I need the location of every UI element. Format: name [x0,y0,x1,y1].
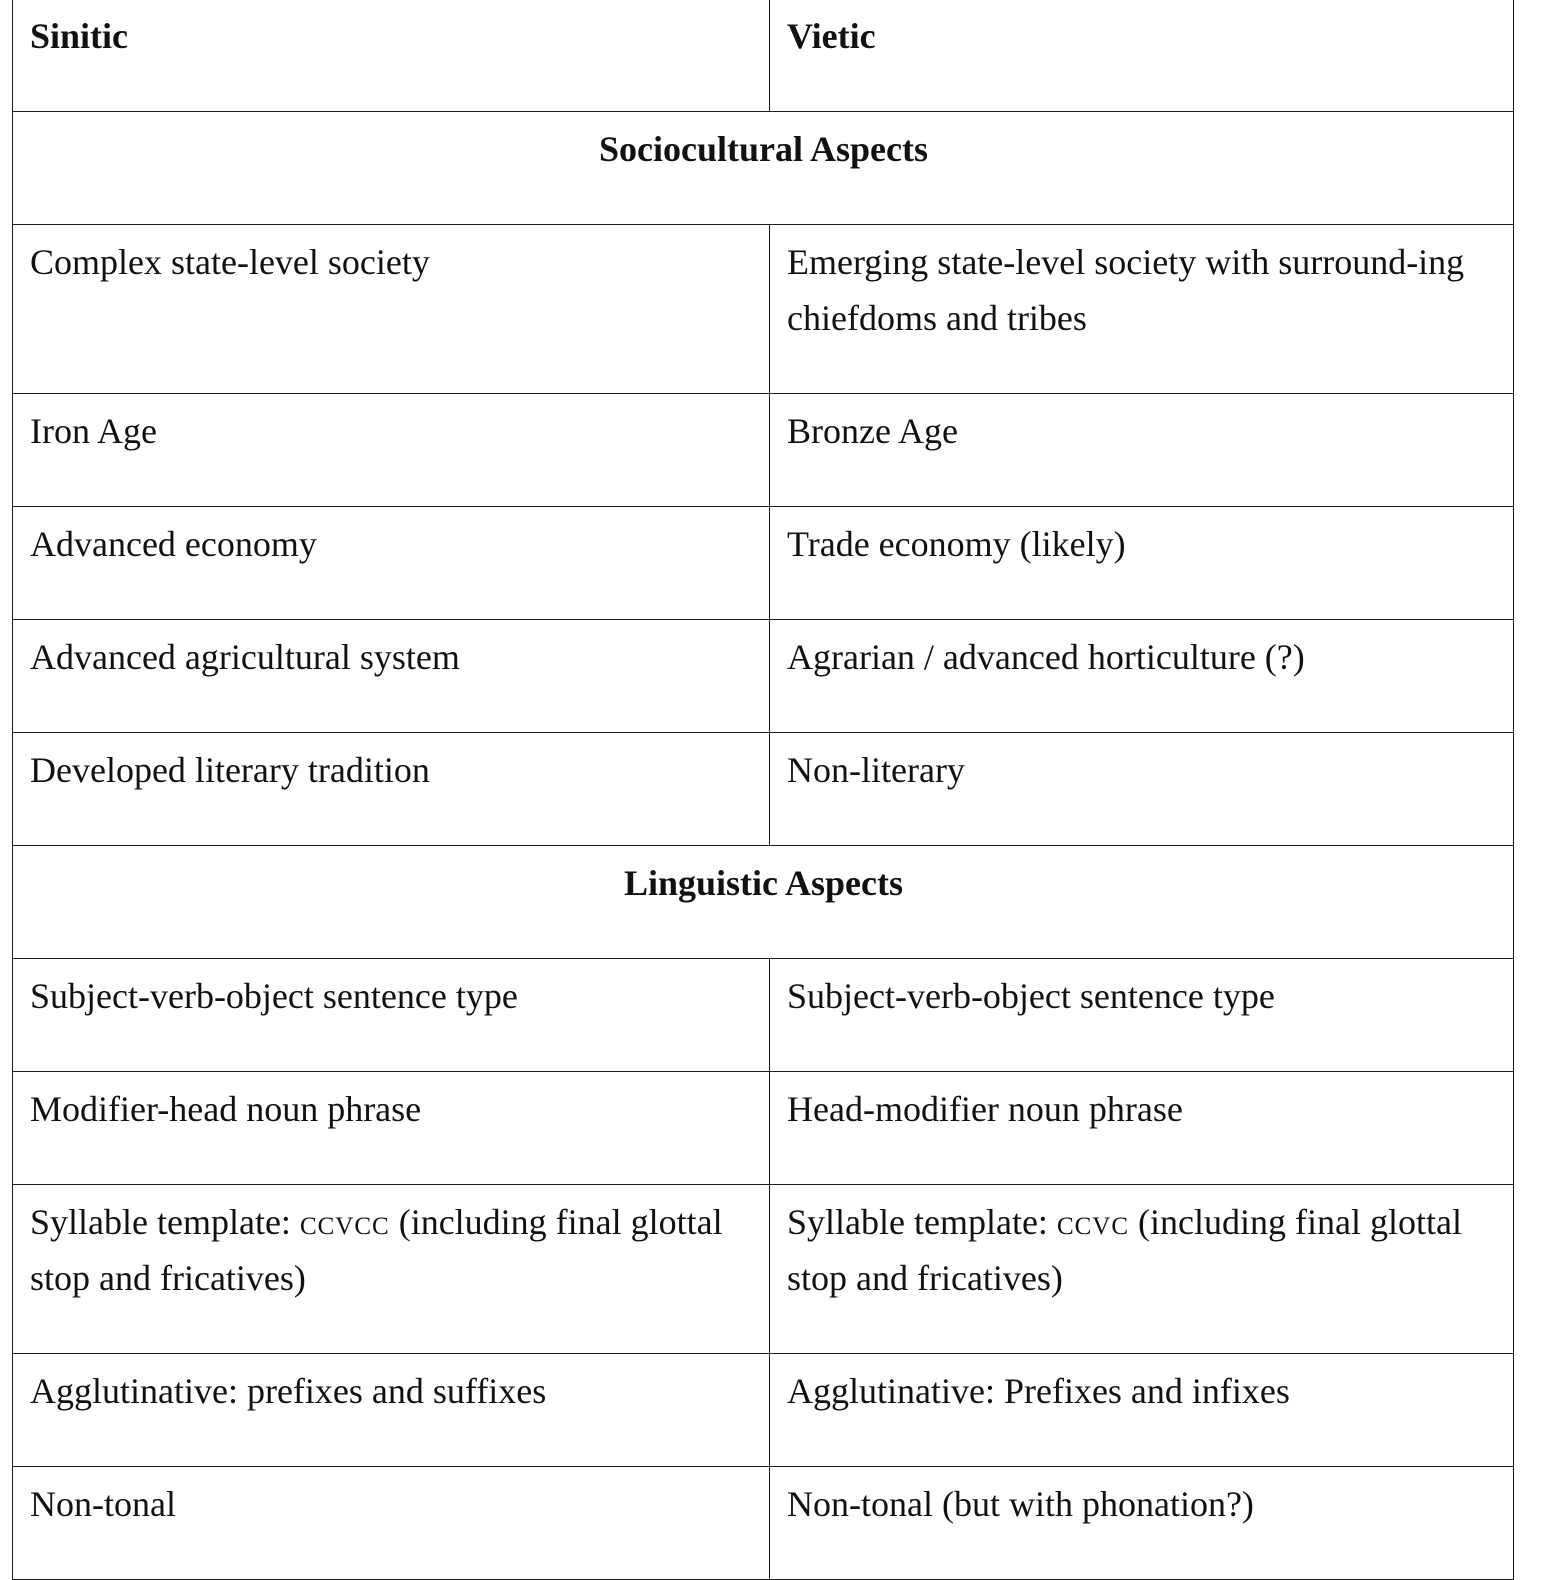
table-row [13,620,1514,733]
cell-sinitic: Complex state-level society [13,225,770,394]
syllable-template: ccvc [1056,1202,1130,1242]
cell-vietic: Non-literary [770,733,1514,846]
cell-vietic: Agglutinative: Prefixes and infixes [770,1354,1514,1467]
cell-vietic: Trade economy (likely) [770,507,1514,620]
table-row [13,507,1514,620]
cell-vietic: Non-tonal (but with phonation?) [770,1467,1514,1580]
cell-sinitic: Agglutinative: prefixes and suffixes [13,1354,770,1467]
header-row [13,0,1514,112]
section-row [13,112,1514,225]
section-title-linguistic: Linguistic Aspects [13,846,1514,959]
table-row [13,225,1514,394]
cell-sinitic: Developed literary tradition [13,733,770,846]
cell-sinitic: Subject-verb-object sentence type [13,959,770,1072]
cell-vietic: Bronze Age [770,394,1514,507]
cell-sinitic: Advanced economy [13,507,770,620]
syllable-template: ccvcc [299,1202,390,1242]
syllable-suffix: (including final glottal stop and fricatives) [30,1202,723,1298]
cell-vietic: Agrarian / advanced horticulture (?) [770,620,1514,733]
table-row [13,1467,1514,1580]
cell-vietic [770,1185,1514,1354]
section-row [13,846,1514,959]
cell-sinitic: Iron Age [13,394,770,507]
syllable-prefix: Syllable template: [787,1202,1057,1242]
cell-vietic: Head-modifier noun phrase [770,1072,1514,1185]
cell-vietic: Subject-verb-object sentence type [770,959,1514,1072]
syllable-suffix: (including final glottal stop and fricatives) [787,1202,1462,1298]
table-row [13,394,1514,507]
cell-sinitic [13,1185,770,1354]
table-row [13,733,1514,846]
comparison-table [12,0,1514,1580]
header-vietic: Vietic [770,0,1514,112]
table-row [13,1185,1514,1354]
table-row [13,1072,1514,1185]
table-row [13,959,1514,1072]
cell-sinitic: Non-tonal [13,1467,770,1580]
syllable-prefix: Syllable template: [30,1202,300,1242]
cell-sinitic: Advanced agricultural system [13,620,770,733]
cell-sinitic: Modifier-head noun phrase [13,1072,770,1185]
table-row [13,1354,1514,1467]
section-title-sociocultural: Sociocultural Aspects [13,112,1514,225]
header-sinitic: Sinitic [13,0,770,112]
cell-vietic: Emerging state-level society with surround-ing chiefdoms and tribes [770,225,1514,394]
